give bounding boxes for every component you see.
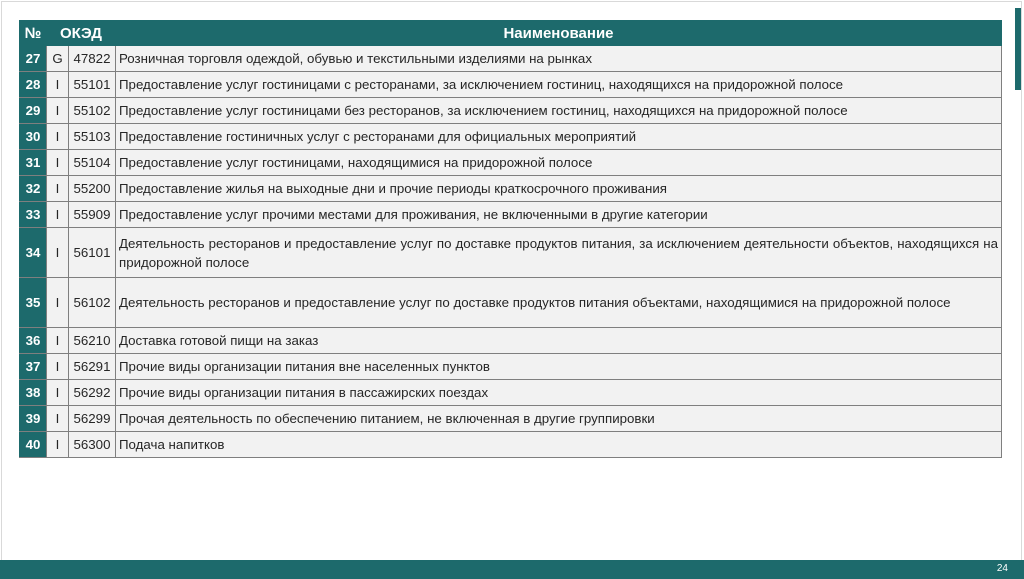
row-section: I xyxy=(47,278,69,328)
footer-bar xyxy=(0,560,1024,579)
row-section: G xyxy=(47,46,69,72)
row-code: 56299 xyxy=(69,406,116,432)
row-number: 28 xyxy=(20,72,47,98)
table-row xyxy=(20,432,1002,458)
row-section: I xyxy=(47,124,69,150)
table-row xyxy=(20,228,1002,278)
row-code: 56291 xyxy=(69,354,116,380)
row-number: 36 xyxy=(20,328,47,354)
table-row xyxy=(20,150,1002,176)
row-code: 56300 xyxy=(69,432,116,458)
table-row xyxy=(20,98,1002,124)
row-name: Предоставление гостиничных услуг с ресторанами для официальных мероприятий xyxy=(116,124,1002,150)
row-number: 38 xyxy=(20,380,47,406)
row-number: 27 xyxy=(20,46,47,72)
row-number: 30 xyxy=(20,124,47,150)
table-row xyxy=(20,72,1002,98)
page-number: 24 xyxy=(996,563,1008,574)
row-code: 56292 xyxy=(69,380,116,406)
row-number: 39 xyxy=(20,406,47,432)
row-name: Предоставление услуг прочими местами для проживания, не включенными в другие категории xyxy=(116,202,1002,228)
table-header-row xyxy=(20,21,1002,46)
table-row xyxy=(20,278,1002,328)
row-number: 33 xyxy=(20,202,47,228)
row-section: I xyxy=(47,406,69,432)
row-section: I xyxy=(47,432,69,458)
row-name: Подача напитков xyxy=(116,432,1002,458)
row-number: 32 xyxy=(20,176,47,202)
row-section: I xyxy=(47,98,69,124)
row-code: 55200 xyxy=(69,176,116,202)
row-name: Прочие виды организации питания вне населенных пунктов xyxy=(116,354,1002,380)
row-name: Доставка готовой пищи на заказ xyxy=(116,328,1002,354)
row-number: 34 xyxy=(20,228,47,278)
row-code: 47822 xyxy=(69,46,116,72)
table-row xyxy=(20,328,1002,354)
row-name: Предоставление услуг гостиницами, находящимися на придорожной полосе xyxy=(116,150,1002,176)
row-number: 31 xyxy=(20,150,47,176)
header-num: № xyxy=(20,21,47,46)
row-name: Предоставление жилья на выходные дни и прочие периоды краткосрочного проживания xyxy=(116,176,1002,202)
row-number: 37 xyxy=(20,354,47,380)
row-section: I xyxy=(47,380,69,406)
header-okved: ОКЭД xyxy=(47,21,116,46)
row-section: I xyxy=(47,72,69,98)
row-name: Розничная торговля одеждой, обувью и текстильными изделиями на рынках xyxy=(116,46,1002,72)
row-name: Прочие виды организации питания в пассажирских поездах xyxy=(116,380,1002,406)
row-name: Предоставление услуг гостиницами с ресторанами, за исключением гостиниц, находящихся на придорожной полосе xyxy=(116,72,1002,98)
table-row xyxy=(20,124,1002,150)
okved-table xyxy=(19,20,1002,458)
header-name: Наименование xyxy=(116,21,1002,46)
table-row xyxy=(20,406,1002,432)
row-name: Деятельность ресторанов и предоставление услуг по доставке продуктов питания, за исключением деятельности объектов, находящихся на придорожной полосе xyxy=(116,228,1002,278)
table-row xyxy=(20,202,1002,228)
row-code: 55101 xyxy=(69,72,116,98)
row-code: 55104 xyxy=(69,150,116,176)
row-section: I xyxy=(47,228,69,278)
row-code: 55909 xyxy=(69,202,116,228)
row-section: I xyxy=(47,202,69,228)
side-accent-bar xyxy=(1015,8,1021,90)
row-number: 35 xyxy=(20,278,47,328)
table-row xyxy=(20,176,1002,202)
row-name: Деятельность ресторанов и предоставление услуг по доставке продуктов питания объектами, находящимися на придорожной полосе xyxy=(116,278,1002,328)
row-name: Предоставление услуг гостиницами без ресторанов, за исключением гостиниц, находящихся на придорожной полосе xyxy=(116,98,1002,124)
row-section: I xyxy=(47,176,69,202)
row-name: Прочая деятельность по обеспечению питанием, не включенная в другие группировки xyxy=(116,406,1002,432)
row-code: 56101 xyxy=(69,228,116,278)
row-section: I xyxy=(47,328,69,354)
row-code: 55102 xyxy=(69,98,116,124)
row-code: 56210 xyxy=(69,328,116,354)
row-section: I xyxy=(47,150,69,176)
table-row xyxy=(20,354,1002,380)
row-section: I xyxy=(47,354,69,380)
row-number: 40 xyxy=(20,432,47,458)
table-row xyxy=(20,46,1002,72)
table-row xyxy=(20,380,1002,406)
row-number: 29 xyxy=(20,98,47,124)
row-code: 56102 xyxy=(69,278,116,328)
row-code: 55103 xyxy=(69,124,116,150)
